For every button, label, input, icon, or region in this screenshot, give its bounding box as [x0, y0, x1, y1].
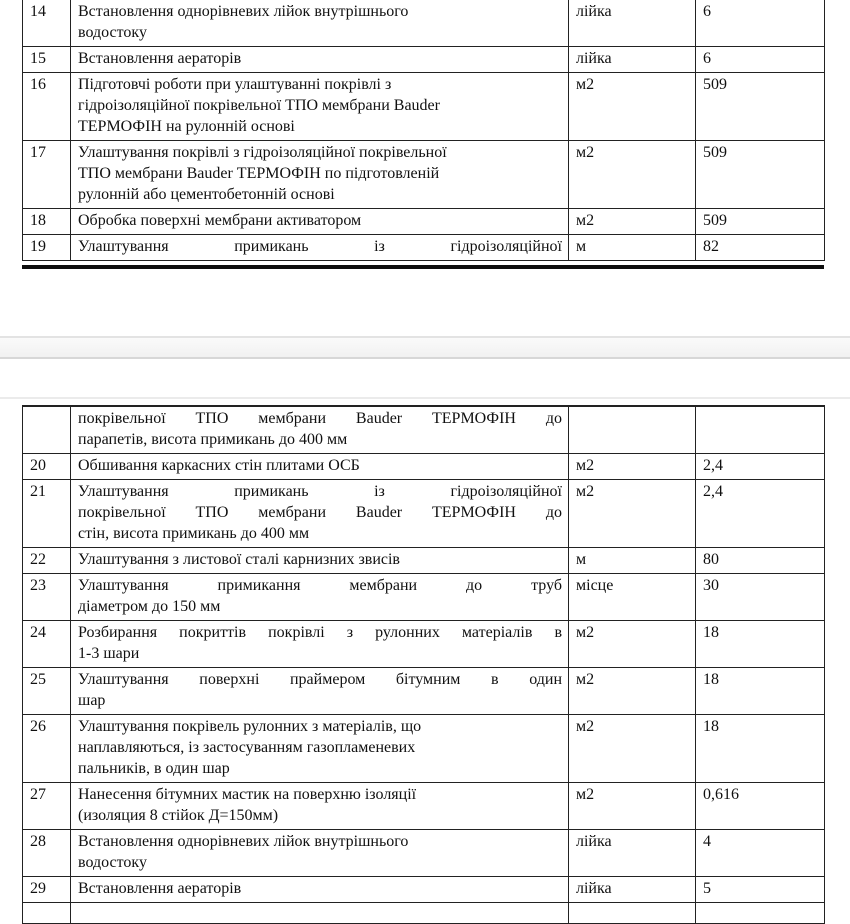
quantity-cell: 82	[696, 235, 825, 261]
description-line: шар	[78, 692, 106, 709]
row-number-cell: 29	[23, 877, 71, 903]
page2-top-edge-line	[0, 397, 850, 399]
quantity-cell: 0,616	[696, 783, 825, 830]
table-row	[23, 0, 825, 47]
unit-cell: м	[569, 548, 696, 574]
description-line: Улаштування поверхні праймером бітумним в один	[78, 671, 562, 688]
row-number-cell: 23	[23, 574, 71, 621]
work-description-cell	[71, 73, 569, 141]
quantity-cell	[696, 903, 825, 924]
description-line: покрівельної ТПО мембрани Bauder ТЕРМОФІН до	[78, 410, 562, 427]
quantity-cell: 509	[696, 209, 825, 235]
description-line: Улаштування примикань із гідроізоляційної	[78, 483, 562, 500]
works-table-page1-body	[23, 0, 825, 261]
work-description-cell	[71, 141, 569, 209]
work-description-cell	[71, 830, 569, 877]
row-number-cell: 27	[23, 783, 71, 830]
table-row	[23, 73, 825, 141]
quantity-cell: 18	[696, 715, 825, 783]
description-line: Встановлення аераторів	[78, 50, 242, 67]
unit-cell: лійка	[569, 877, 696, 903]
description-line: пальників, в один шар	[78, 760, 230, 777]
unit-cell: м2	[569, 454, 696, 480]
table-row	[23, 548, 825, 574]
row-number-cell: 20	[23, 454, 71, 480]
unit-cell: лійка	[569, 0, 696, 47]
row-number-cell: 14	[23, 0, 71, 47]
work-description-cell	[71, 715, 569, 783]
quantity-cell: 30	[696, 574, 825, 621]
work-description-cell	[71, 548, 569, 574]
unit-cell: місце	[569, 574, 696, 621]
work-description-cell	[71, 903, 569, 924]
description-line: наплавляються, із застосуванням газопламеневих	[78, 739, 416, 756]
row-number-cell: 22	[23, 548, 71, 574]
table-row	[23, 877, 825, 903]
quantity-cell: 509	[696, 73, 825, 141]
description-line: Встановлення аераторів	[78, 880, 242, 897]
works-table-page2	[22, 405, 825, 924]
description-line: покрівельної ТПО мембрани Bauder ТЕРМОФІН до	[78, 504, 562, 521]
description-line: (изоляция 8 стійок Д=150мм)	[78, 807, 279, 824]
table-row	[23, 574, 825, 621]
table-row	[23, 783, 825, 830]
row-number-cell	[23, 406, 71, 454]
description-line: Підготовчі роботи при улаштуванні покрівлі з	[78, 76, 392, 93]
description-line: ТЕРМОФІН на рулонній основі	[78, 118, 295, 135]
description-line: Встановлення однорівневих лійок внутрішнього	[78, 3, 409, 20]
unit-cell: м2	[569, 73, 696, 141]
description-line: 1-3 шари	[78, 645, 140, 662]
description-line: Нанесення бітумних мастик на поверхню ізоляції	[78, 786, 417, 803]
row-number-cell: 17	[23, 141, 71, 209]
unit-cell: м2	[569, 480, 696, 548]
row-number-cell: 25	[23, 668, 71, 715]
table-row	[23, 406, 825, 454]
table-row	[23, 141, 825, 209]
table-row	[23, 621, 825, 668]
description-line: ТПО мембрани Bauder ТЕРМОФІН по підготовленій	[78, 165, 440, 182]
quantity-cell: 509	[696, 141, 825, 209]
description-line: стін, висота примикань до 400 мм	[78, 525, 310, 542]
table-row-partial	[23, 903, 825, 924]
work-description-cell	[71, 47, 569, 73]
row-number-cell: 16	[23, 73, 71, 141]
work-description-cell	[71, 668, 569, 715]
table-row	[23, 715, 825, 783]
row-number-cell: 19	[23, 235, 71, 261]
works-table-page1	[22, 0, 825, 261]
work-description-cell	[71, 454, 569, 480]
unit-cell	[569, 903, 696, 924]
quantity-cell: 18	[696, 668, 825, 715]
description-line: діаметром до 150 мм	[78, 598, 221, 615]
row-number-cell: 24	[23, 621, 71, 668]
table-row	[23, 235, 825, 261]
quantity-cell: 2,4	[696, 480, 825, 548]
description-line: Улаштування з листової сталі карнизних звисів	[78, 551, 400, 568]
description-line: рулонній або цементобетонній основі	[78, 186, 335, 203]
unit-cell: м2	[569, 141, 696, 209]
quantity-cell: 5	[696, 877, 825, 903]
quantity-cell: 6	[696, 0, 825, 47]
row-number-cell: 26	[23, 715, 71, 783]
table-row	[23, 668, 825, 715]
work-description-cell	[71, 783, 569, 830]
description-line: парапетів, висота примикань до 400 мм	[78, 431, 348, 448]
unit-cell: м2	[569, 621, 696, 668]
table-row	[23, 830, 825, 877]
description-line: Обробка поверхні мембрани активатором	[78, 212, 362, 229]
quantity-cell: 2,4	[696, 454, 825, 480]
work-description-cell	[71, 480, 569, 548]
works-table-page2-body	[23, 406, 825, 924]
quantity-cell: 6	[696, 47, 825, 73]
description-line: Улаштування примикань із гідроізоляційної	[78, 238, 562, 255]
unit-cell: м2	[569, 668, 696, 715]
quantity-cell	[696, 406, 825, 454]
work-description-cell	[71, 406, 569, 454]
table-row	[23, 480, 825, 548]
table-row	[23, 209, 825, 235]
row-number-cell: 15	[23, 47, 71, 73]
unit-cell: м	[569, 235, 696, 261]
description-line: Улаштування примикання мембрани до труб	[78, 577, 562, 594]
description-line: Розбирання покриттів покрівлі з рулонних матеріалів в	[78, 624, 562, 641]
row-number-cell	[23, 903, 71, 924]
description-line: Улаштування покрівлі з гідроізоляційної покрівельної	[78, 144, 447, 161]
page-break-separator	[0, 336, 850, 359]
unit-cell	[569, 406, 696, 454]
description-line: Улаштування покрівель рулонних з матеріалів, що	[78, 718, 422, 735]
unit-cell: лійка	[569, 830, 696, 877]
work-description-cell	[71, 209, 569, 235]
description-line: водостоку	[78, 24, 147, 41]
unit-cell: м2	[569, 715, 696, 783]
row-number-cell: 28	[23, 830, 71, 877]
description-line: Встановлення однорівневих лійок внутрішнього	[78, 833, 409, 850]
page1-table-bottom-border	[22, 265, 824, 269]
row-number-cell: 18	[23, 209, 71, 235]
work-description-cell	[71, 0, 569, 47]
work-description-cell	[71, 574, 569, 621]
table-row	[23, 47, 825, 73]
work-description-cell	[71, 235, 569, 261]
table-row	[23, 454, 825, 480]
quantity-cell: 80	[696, 548, 825, 574]
quantity-cell: 18	[696, 621, 825, 668]
unit-cell: м2	[569, 783, 696, 830]
description-line: гідроізоляційної покрівельної ТПО мембрани Bauder	[78, 97, 440, 114]
work-description-cell	[71, 877, 569, 903]
unit-cell: лійка	[569, 47, 696, 73]
work-description-cell	[71, 621, 569, 668]
unit-cell: м2	[569, 209, 696, 235]
description-line: водостоку	[78, 854, 147, 871]
description-line: Обшивання каркасних стін плитами ОСБ	[78, 457, 360, 474]
quantity-cell: 4	[696, 830, 825, 877]
row-number-cell: 21	[23, 480, 71, 548]
